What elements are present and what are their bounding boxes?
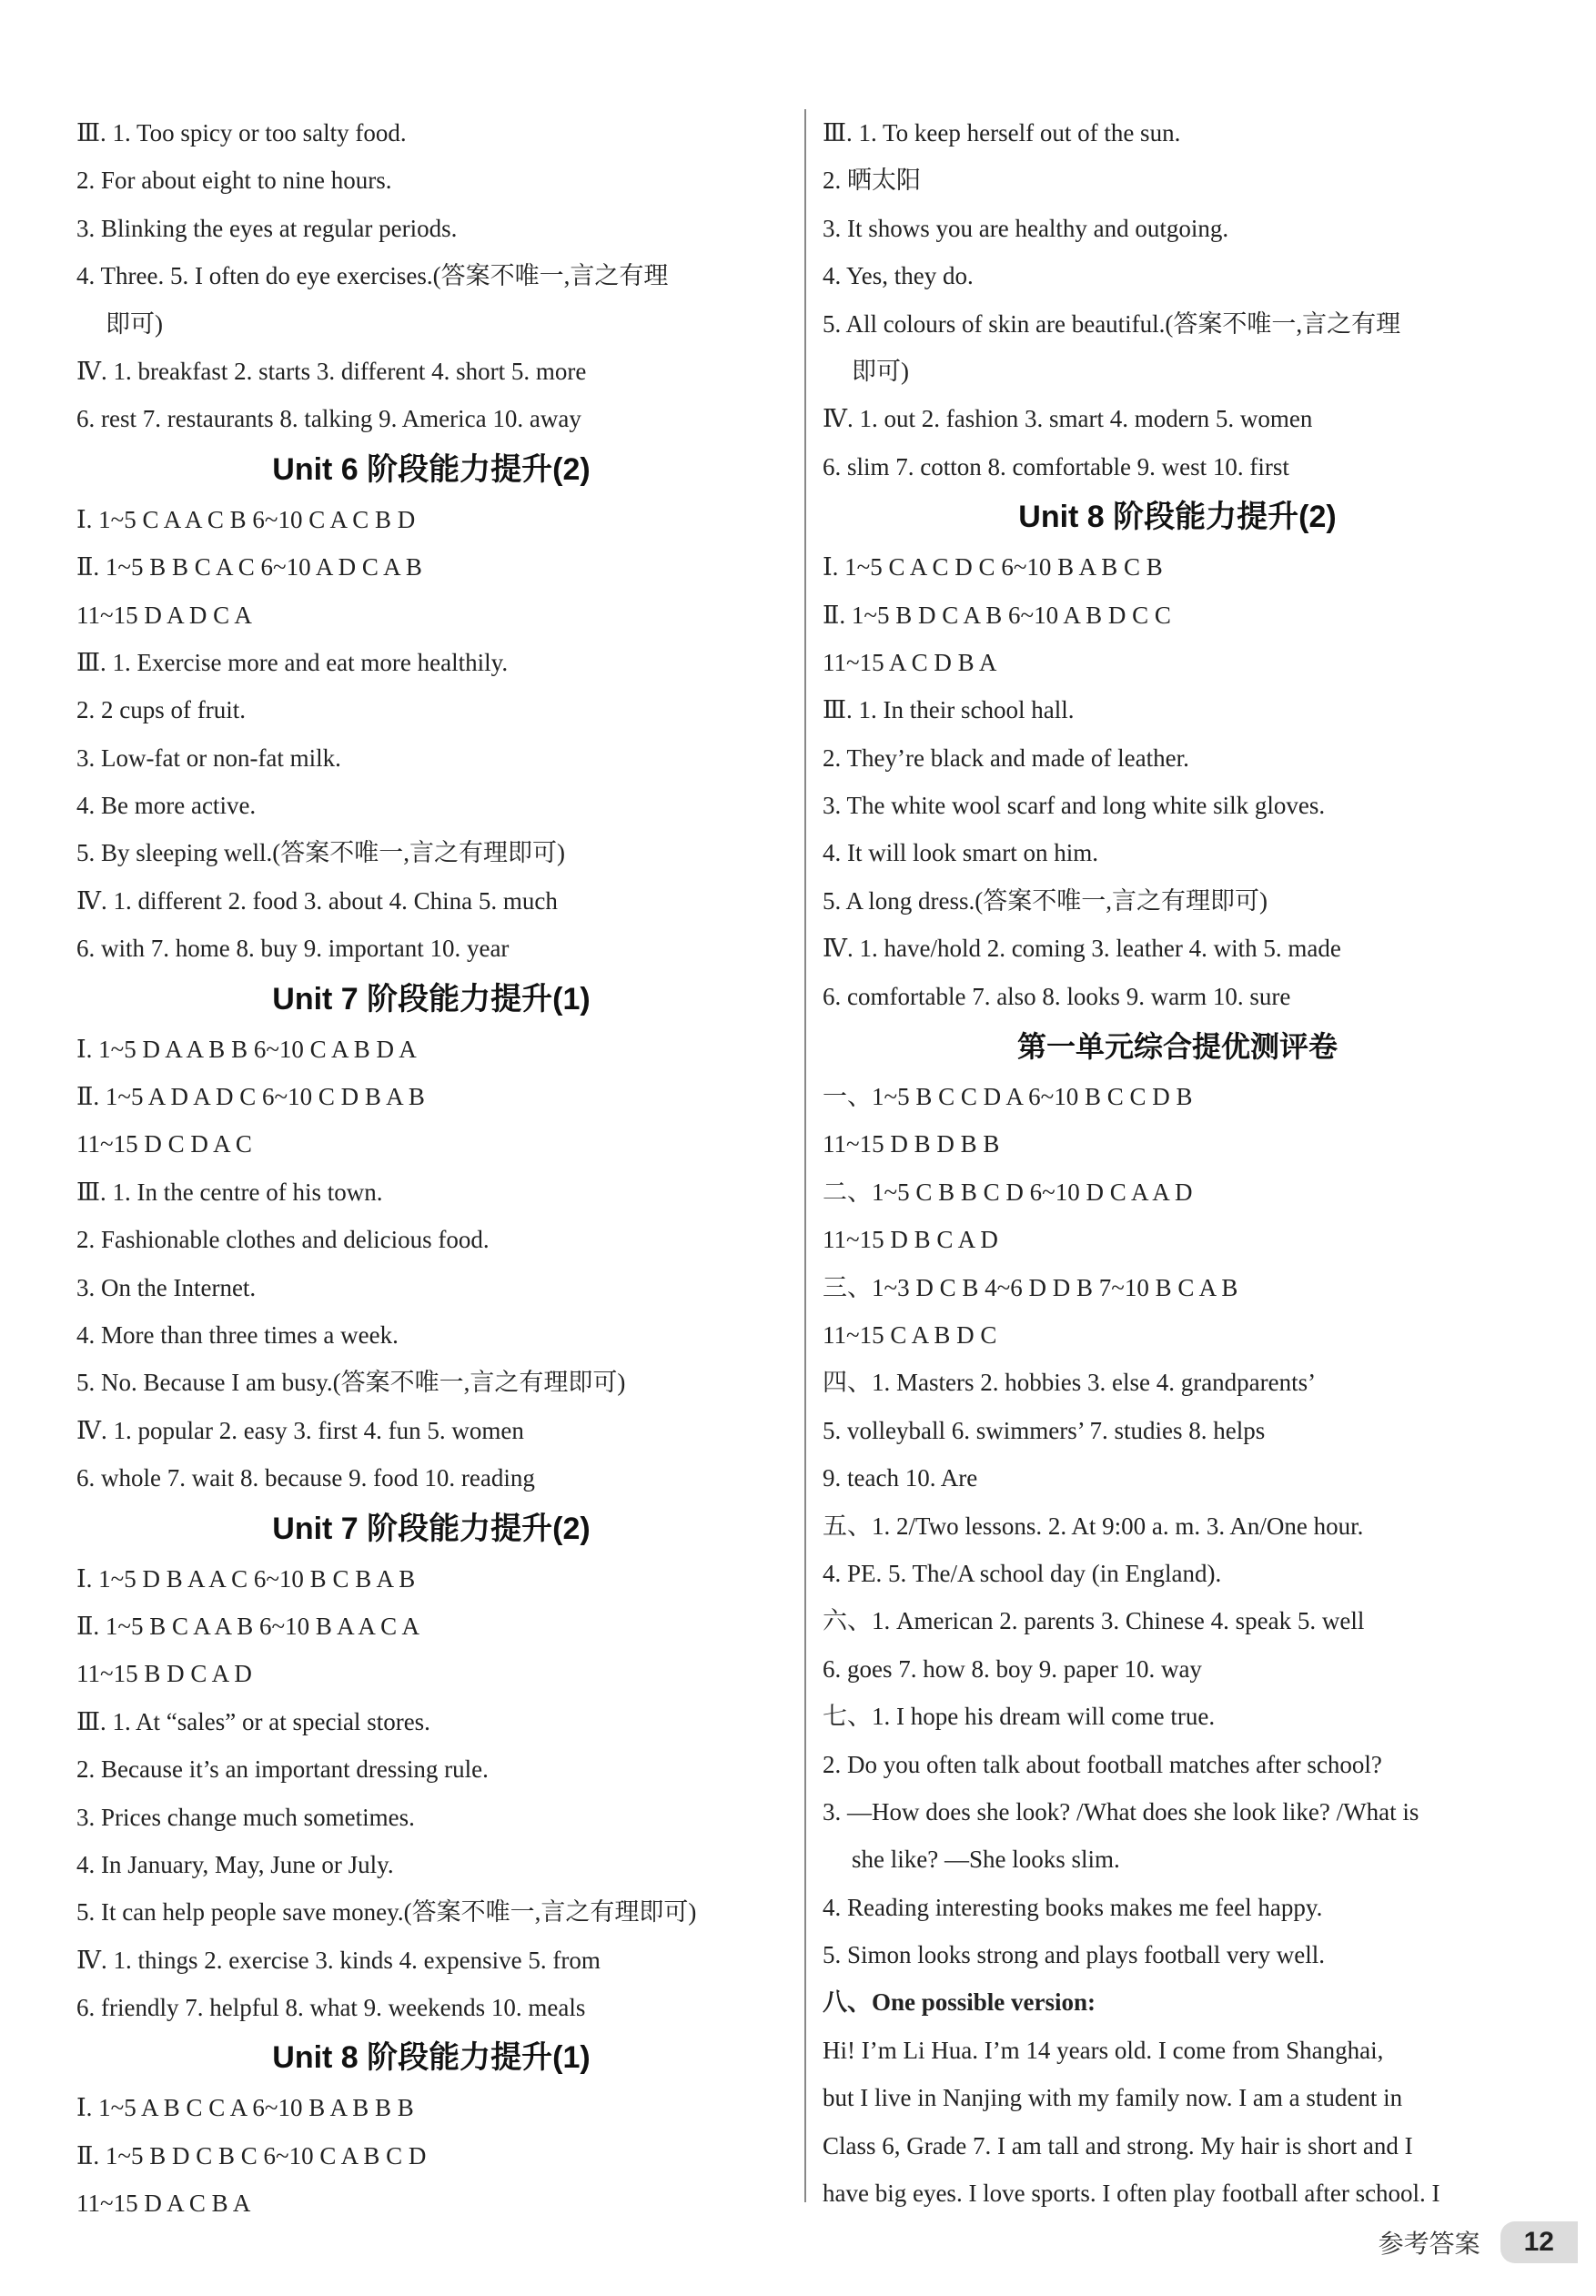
answer-line: have big eyes. I love sports. I often play football after school. I <box>823 2180 1440 2208</box>
answer-line: 11~15 A C D B A <box>823 648 997 676</box>
answer-line: 5. Simon looks strong and plays football very well. <box>823 1941 1325 1969</box>
answer-line: 5. No. Because I am busy.(答案不唯一,言之有理即可) <box>76 1369 626 1397</box>
answer-line: 2. Because it’s an important dressing rule. <box>76 1755 489 1784</box>
page-number: 12 <box>1500 2221 1578 2263</box>
answer-line: 11~15 D B D B B <box>823 1130 1000 1158</box>
answer-line: 6. comfortable 7. also 8. looks 9. warm 10. sure <box>823 982 1291 1010</box>
answer-line: Ⅰ. 1~5 D B A A C 6~10 B C B A B <box>76 1564 416 1593</box>
answer-line: Ⅲ. 1. Too spicy or too salty food. <box>76 119 407 147</box>
answer-line: Ⅳ. 1. have/hold 2. coming 3. leather 4. with 5. made <box>823 935 1341 963</box>
answer-line: Ⅰ. 1~5 C A C D C 6~10 B A B C B <box>823 553 1163 582</box>
answer-line: Ⅳ. 1. things 2. exercise 3. kinds 4. expensive 5. from <box>76 1946 601 1974</box>
answer-line: 4. Three. 5. I often do eye exercises.(答案不唯一,言之有理 <box>76 262 669 290</box>
column-divider <box>804 109 806 2202</box>
answer-line: 11~15 D C D A C <box>76 1130 252 1158</box>
answer-line: 11~15 D A D C A <box>76 601 252 629</box>
answer-line: 2. 晒太阳 <box>823 167 921 195</box>
section-heading: 第一单元综合提优测评卷 <box>1016 1030 1338 1064</box>
section-heading: Unit 8 阶段能力提升(2) <box>1018 500 1337 535</box>
answer-line: Ⅱ. 1~5 B D C A B 6~10 A B D C C <box>823 601 1171 629</box>
answer-line: she like? —She looks slim. <box>852 1846 1120 1874</box>
answer-line: 即可) <box>852 357 909 385</box>
answer-line: 3. Blinking the eyes at regular periods. <box>76 214 458 242</box>
answer-line: 2. For about eight to nine hours. <box>76 167 392 195</box>
answer-line: Ⅰ. 1~5 A B C C A 6~10 B A B B B <box>76 2094 414 2122</box>
answer-line: 八、One possible version: <box>823 1988 1096 2017</box>
answer-line: 4. It will look smart on him. <box>823 839 1098 867</box>
answer-line: 6. with 7. home 8. buy 9. important 10. year <box>76 935 510 963</box>
section-heading: Unit 7 阶段能力提升(2) <box>272 1511 591 1546</box>
answer-line: 四、1. Masters 2. hobbies 3. else 4. grandparents’ <box>823 1369 1317 1397</box>
answer-line: Class 6, Grade 7. I am tall and strong. My hair is short and I <box>823 2131 1413 2159</box>
answer-line: 六、1. American 2. parents 3. Chinese 4. speak 5. well <box>823 1607 1365 1635</box>
answer-line: 5. All colours of skin are beautiful.(答案不唯一,言之有理 <box>823 309 1401 338</box>
answer-line: 即可) <box>106 309 163 338</box>
page-footer <box>1379 2221 1578 2263</box>
answer-line: 11~15 D A C B A <box>76 2190 251 2218</box>
footer-label: 参考答案 <box>1378 2229 1480 2259</box>
answer-line: 3. Prices change much sometimes. <box>76 1803 415 1831</box>
answer-line: Ⅳ. 1. different 2. food 3. about 4. China 5. much <box>76 886 558 915</box>
answer-line: Ⅲ. 1. In their school hall. <box>823 696 1075 724</box>
answer-line: 5. A long dress.(答案不唯一,言之有理即可) <box>823 886 1268 915</box>
answer-line: 2. Do you often talk about football matches after school? <box>823 1750 1382 1778</box>
answer-line: 5. It can help people save money.(答案不唯一,言之有理即可) <box>76 1898 697 1927</box>
answer-line: 4. In January, May, June or July. <box>76 1850 394 1878</box>
answer-line: 2. They’re black and made of leather. <box>823 743 1189 772</box>
answer-line: 4. Be more active. <box>76 792 257 820</box>
answer-line: Ⅰ. 1~5 D A A B B 6~10 C A B D A <box>76 1035 417 1063</box>
answer-line: 6. goes 7. how 8. boy 9. paper 10. way <box>823 1654 1202 1683</box>
answer-line: 3. The white wool scarf and long white silk gloves. <box>823 792 1326 820</box>
answer-line: 一、1~5 B C C D A 6~10 B C C D B <box>823 1083 1193 1111</box>
answer-line: Ⅲ. 1. To keep herself out of the sun. <box>823 119 1181 147</box>
answer-line: 9. teach 10. Are <box>823 1464 978 1492</box>
left-column <box>76 109 786 2228</box>
section-heading: Unit 8 阶段能力提升(1) <box>272 2040 591 2076</box>
answer-line: Ⅳ. 1. breakfast 2. starts 3. different 4. short 5. more <box>76 357 587 385</box>
answer-line: Ⅲ. 1. Exercise more and eat more healthily. <box>76 648 509 676</box>
right-column <box>823 109 1532 2217</box>
answer-line: 三、1~3 D C B 4~6 D D B 7~10 B C A B <box>823 1273 1238 1301</box>
answer-line: 4. More than three times a week. <box>76 1320 399 1349</box>
answer-line: Ⅱ. 1~5 B D C B C 6~10 C A B C D <box>76 2141 427 2170</box>
section-heading: Unit 6 阶段能力提升(2) <box>272 451 591 487</box>
answer-line: Hi! I’m Li Hua. I’m 14 years old. I come from Shanghai, <box>823 2036 1384 2064</box>
answer-line: but I live in Nanjing with my family now. I am a student in <box>823 2084 1403 2112</box>
section-heading: Unit 7 阶段能力提升(1) <box>272 981 591 1017</box>
answer-line: Ⅳ. 1. popular 2. easy 3. first 4. fun 5. women <box>76 1416 524 1444</box>
answer-line: 6. slim 7. cotton 8. comfortable 9. west 10. first <box>823 452 1289 480</box>
answer-line: 3. —How does she look? /What does she look like? /What is <box>823 1797 1419 1826</box>
answer-line: Ⅱ. 1~5 B C A A B 6~10 B A A C A <box>76 1612 419 1640</box>
answer-line: 2. 2 cups of fruit. <box>76 696 246 724</box>
answer-line: 4. Reading interesting books makes me feel happy. <box>823 1893 1323 1921</box>
answer-line: 6. whole 7. wait 8. because 9. food 10. reading <box>76 1464 535 1492</box>
answer-line: 4. PE. 5. The/A school day (in England). <box>823 1559 1222 1587</box>
answer-line: Ⅱ. 1~5 A D A D C 6~10 C D B A B <box>76 1083 425 1111</box>
answer-line: 二、1~5 C B B C D 6~10 D C A A D <box>823 1178 1193 1206</box>
answer-line: 11~15 D B C A D <box>823 1226 998 1254</box>
answer-line: Ⅲ. 1. At “sales” or at special stores. <box>76 1707 430 1735</box>
answer-line: 五、1. 2/Two lessons. 2. At 9:00 a. m. 3. An/One hour. <box>823 1512 1364 1540</box>
answer-line: 4. Yes, they do. <box>823 262 974 290</box>
answer-line: 5. volleyball 6. swimmers’ 7. studies 8. helps <box>823 1416 1266 1444</box>
answer-line: 3. On the Internet. <box>76 1273 257 1301</box>
answer-line: 七、1. I hope his dream will come true. <box>823 1703 1216 1731</box>
answer-line: Ⅲ. 1. In the centre of his town. <box>76 1178 383 1206</box>
answer-line: 3. It shows you are healthy and outgoing. <box>823 214 1229 242</box>
answer-line: 5. By sleeping well.(答案不唯一,言之有理即可) <box>76 839 565 867</box>
answer-line: Ⅱ. 1~5 B B C A C 6~10 A D C A B <box>76 553 422 582</box>
answer-line: 6. rest 7. restaurants 8. talking 9. America 10. away <box>76 405 581 433</box>
answer-line: Ⅳ. 1. out 2. fashion 3. smart 4. modern 5. women <box>823 405 1313 433</box>
answer-line: 6. friendly 7. helpful 8. what 9. weekends 10. meals <box>76 1994 586 2022</box>
answer-line: 11~15 C A B D C <box>823 1320 997 1349</box>
answer-line: 3. Low-fat or non-fat milk. <box>76 743 341 772</box>
answer-line: Ⅰ. 1~5 C A A C B 6~10 C A C B D <box>76 505 416 533</box>
answer-line: 11~15 B D C A D <box>76 1660 252 1688</box>
answer-line: 2. Fashionable clothes and delicious food. <box>76 1226 490 1254</box>
